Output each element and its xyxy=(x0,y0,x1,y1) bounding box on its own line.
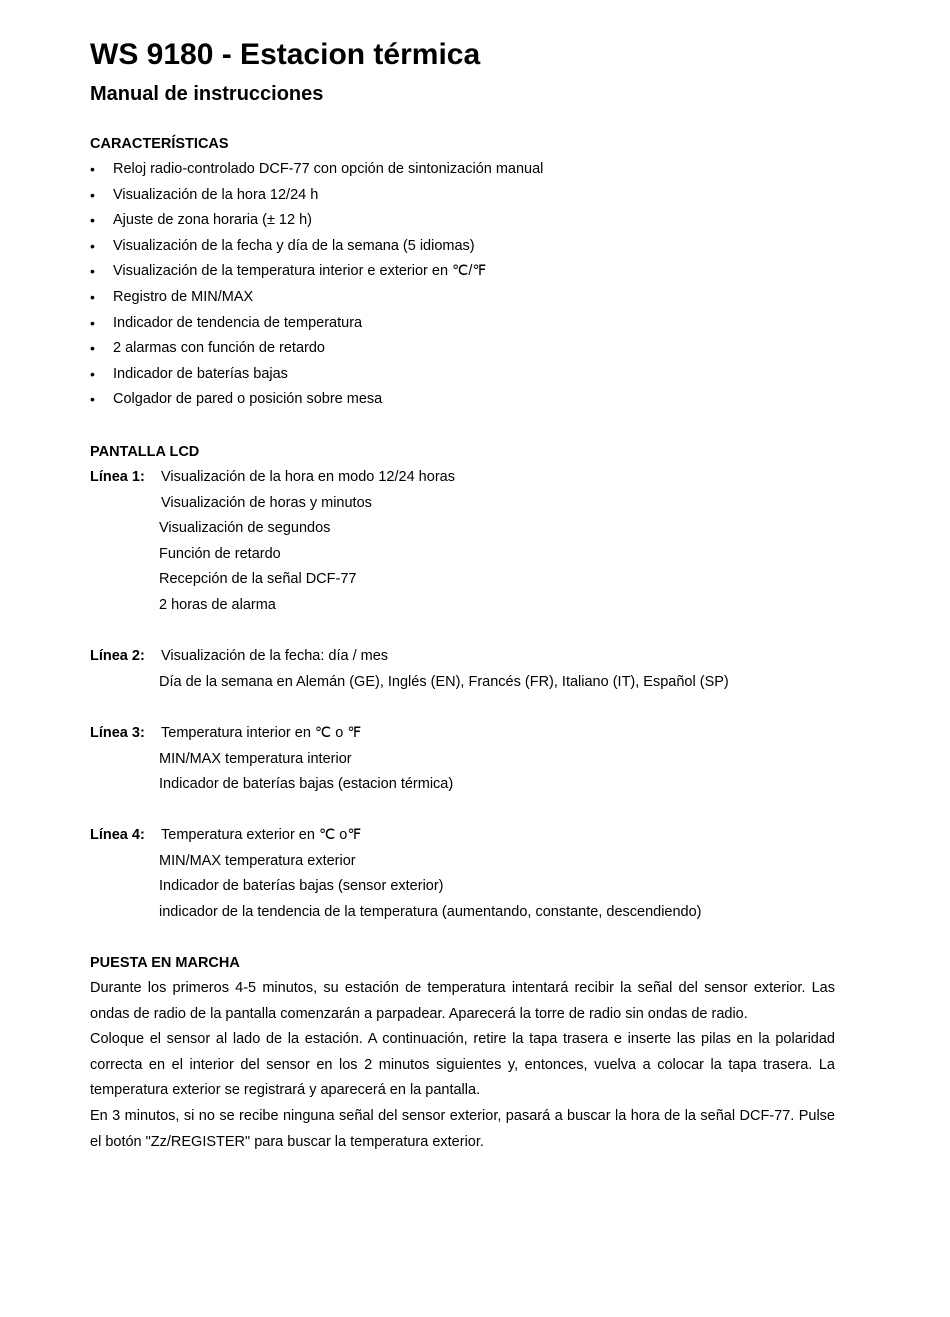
lcd-line-item: Temperatura interior en ℃ o ℉ xyxy=(161,725,362,741)
bullet-icon: • xyxy=(90,186,95,203)
bullet-icon: • xyxy=(90,391,95,408)
feature-text: Visualización de la hora 12/24 h xyxy=(113,186,319,203)
document-title: WS 9180 - Estacion térmica xyxy=(90,38,481,71)
bullet-icon: • xyxy=(90,212,95,229)
lcd-line-label: Línea 1: xyxy=(90,469,145,485)
feature-text: 2 alarmas con función de retardo xyxy=(113,340,325,357)
bullet-icon: • xyxy=(90,365,95,382)
setup-paragraph: Durante los primeros 4-5 minutos, su estación de temperatura intentará recibir la señal del sensor exterior. Las ondas de radio de la pantalla comenzarán a parpadear. Aparecerá la torre de radio sin ondas de radio. xyxy=(90,980,835,1022)
bullet-icon: • xyxy=(90,340,95,357)
setup-paragraph: En 3 minutos, si no se recibe ninguna señal del sensor exterior, pasará a buscar la hora de la señal DCF-77. Pulse el botón "Zz/REGISTER" para buscar la temperatura exterior. xyxy=(90,1108,835,1150)
lcd-line-item: Visualización de la fecha: día / mes xyxy=(161,648,389,664)
features-heading: CARACTERÍSTICAS xyxy=(90,136,229,152)
list-item xyxy=(90,311,543,337)
feature-text: Registro de MIN/MAX xyxy=(113,288,254,305)
list-item xyxy=(90,234,543,260)
feature-text: Indicador de tendencia de temperatura xyxy=(113,314,363,331)
lcd-line-item: indicador de la tendencia de la temperatura (aumentando, constante, descendiendo) xyxy=(159,903,702,920)
feature-text: Ajuste de zona horaria (± 12 h) xyxy=(113,212,312,229)
list-item xyxy=(90,208,543,234)
feature-text: Indicador de baterías bajas xyxy=(113,365,288,382)
feature-text: Colgador de pared o posición sobre mesa xyxy=(113,391,383,408)
bullet-icon: • xyxy=(90,237,95,254)
features-list xyxy=(90,157,543,413)
list-item xyxy=(90,157,543,183)
lcd-line-label: Línea 3: xyxy=(90,725,145,741)
bullet-icon: • xyxy=(90,314,95,331)
lcd-heading: PANTALLA LCD xyxy=(90,444,200,460)
lcd-line-item: MIN/MAX temperatura exterior xyxy=(159,852,356,869)
setup-heading: PUESTA EN MARCHA xyxy=(90,955,240,971)
bullet-icon: • xyxy=(90,161,95,177)
feature-text: Visualización de la fecha y día de la semana (5 idiomas) xyxy=(113,237,475,254)
lcd-line-item: Día de la semana en Alemán (GE), Inglés (EN), Francés (FR), Italiano (IT), Español (SP) xyxy=(159,673,729,690)
lcd-line-item: Visualización de horas y minutos xyxy=(161,494,372,511)
lcd-line-item: Indicador de baterías bajas (estacion térmica) xyxy=(159,776,454,793)
feature-text: Reloj radio-controlado DCF-77 con opción de sintonización manual xyxy=(113,161,544,177)
lcd-line-label: Línea 4: xyxy=(90,827,145,843)
lcd-line-item: Indicador de baterías bajas (sensor exterior) xyxy=(159,878,444,895)
lcd-line-item: Función de retardo xyxy=(159,545,281,562)
bullet-icon: • xyxy=(90,263,95,280)
list-item xyxy=(90,387,543,413)
list-item xyxy=(90,259,543,285)
list-item xyxy=(90,285,543,311)
list-item xyxy=(90,183,543,209)
lcd-line-item: Visualización de segundos xyxy=(159,520,331,537)
lcd-line-item: 2 horas de alarma xyxy=(159,596,276,613)
lcd-line-item: Temperatura exterior en ℃ o℉ xyxy=(161,827,362,843)
setup-paragraph: Coloque el sensor al lado de la estación. A continuación, retire la tapa trasera e inserte las pilas en la polaridad correcta en el interior del sensor en los 2 minutos siguientes y, entonces, vuelva a colocar la tapa trasera. La temperatura exterior se registrará y aparecerá en la pantalla. xyxy=(90,1031,835,1099)
lcd-line-item: Recepción de la señal DCF-77 xyxy=(159,571,357,588)
feature-text: Visualización de la temperatura interior e exterior en ℃/℉ xyxy=(113,263,487,280)
lcd-line-item: MIN/MAX temperatura interior xyxy=(159,750,352,767)
bullet-icon: • xyxy=(90,288,95,305)
list-item xyxy=(90,336,543,362)
lcd-line-item: Visualización de la hora en modo 12/24 horas xyxy=(161,469,455,485)
lcd-line-label: Línea 2: xyxy=(90,648,145,664)
list-item xyxy=(90,362,543,388)
document-subtitle: Manual de instrucciones xyxy=(90,83,324,105)
